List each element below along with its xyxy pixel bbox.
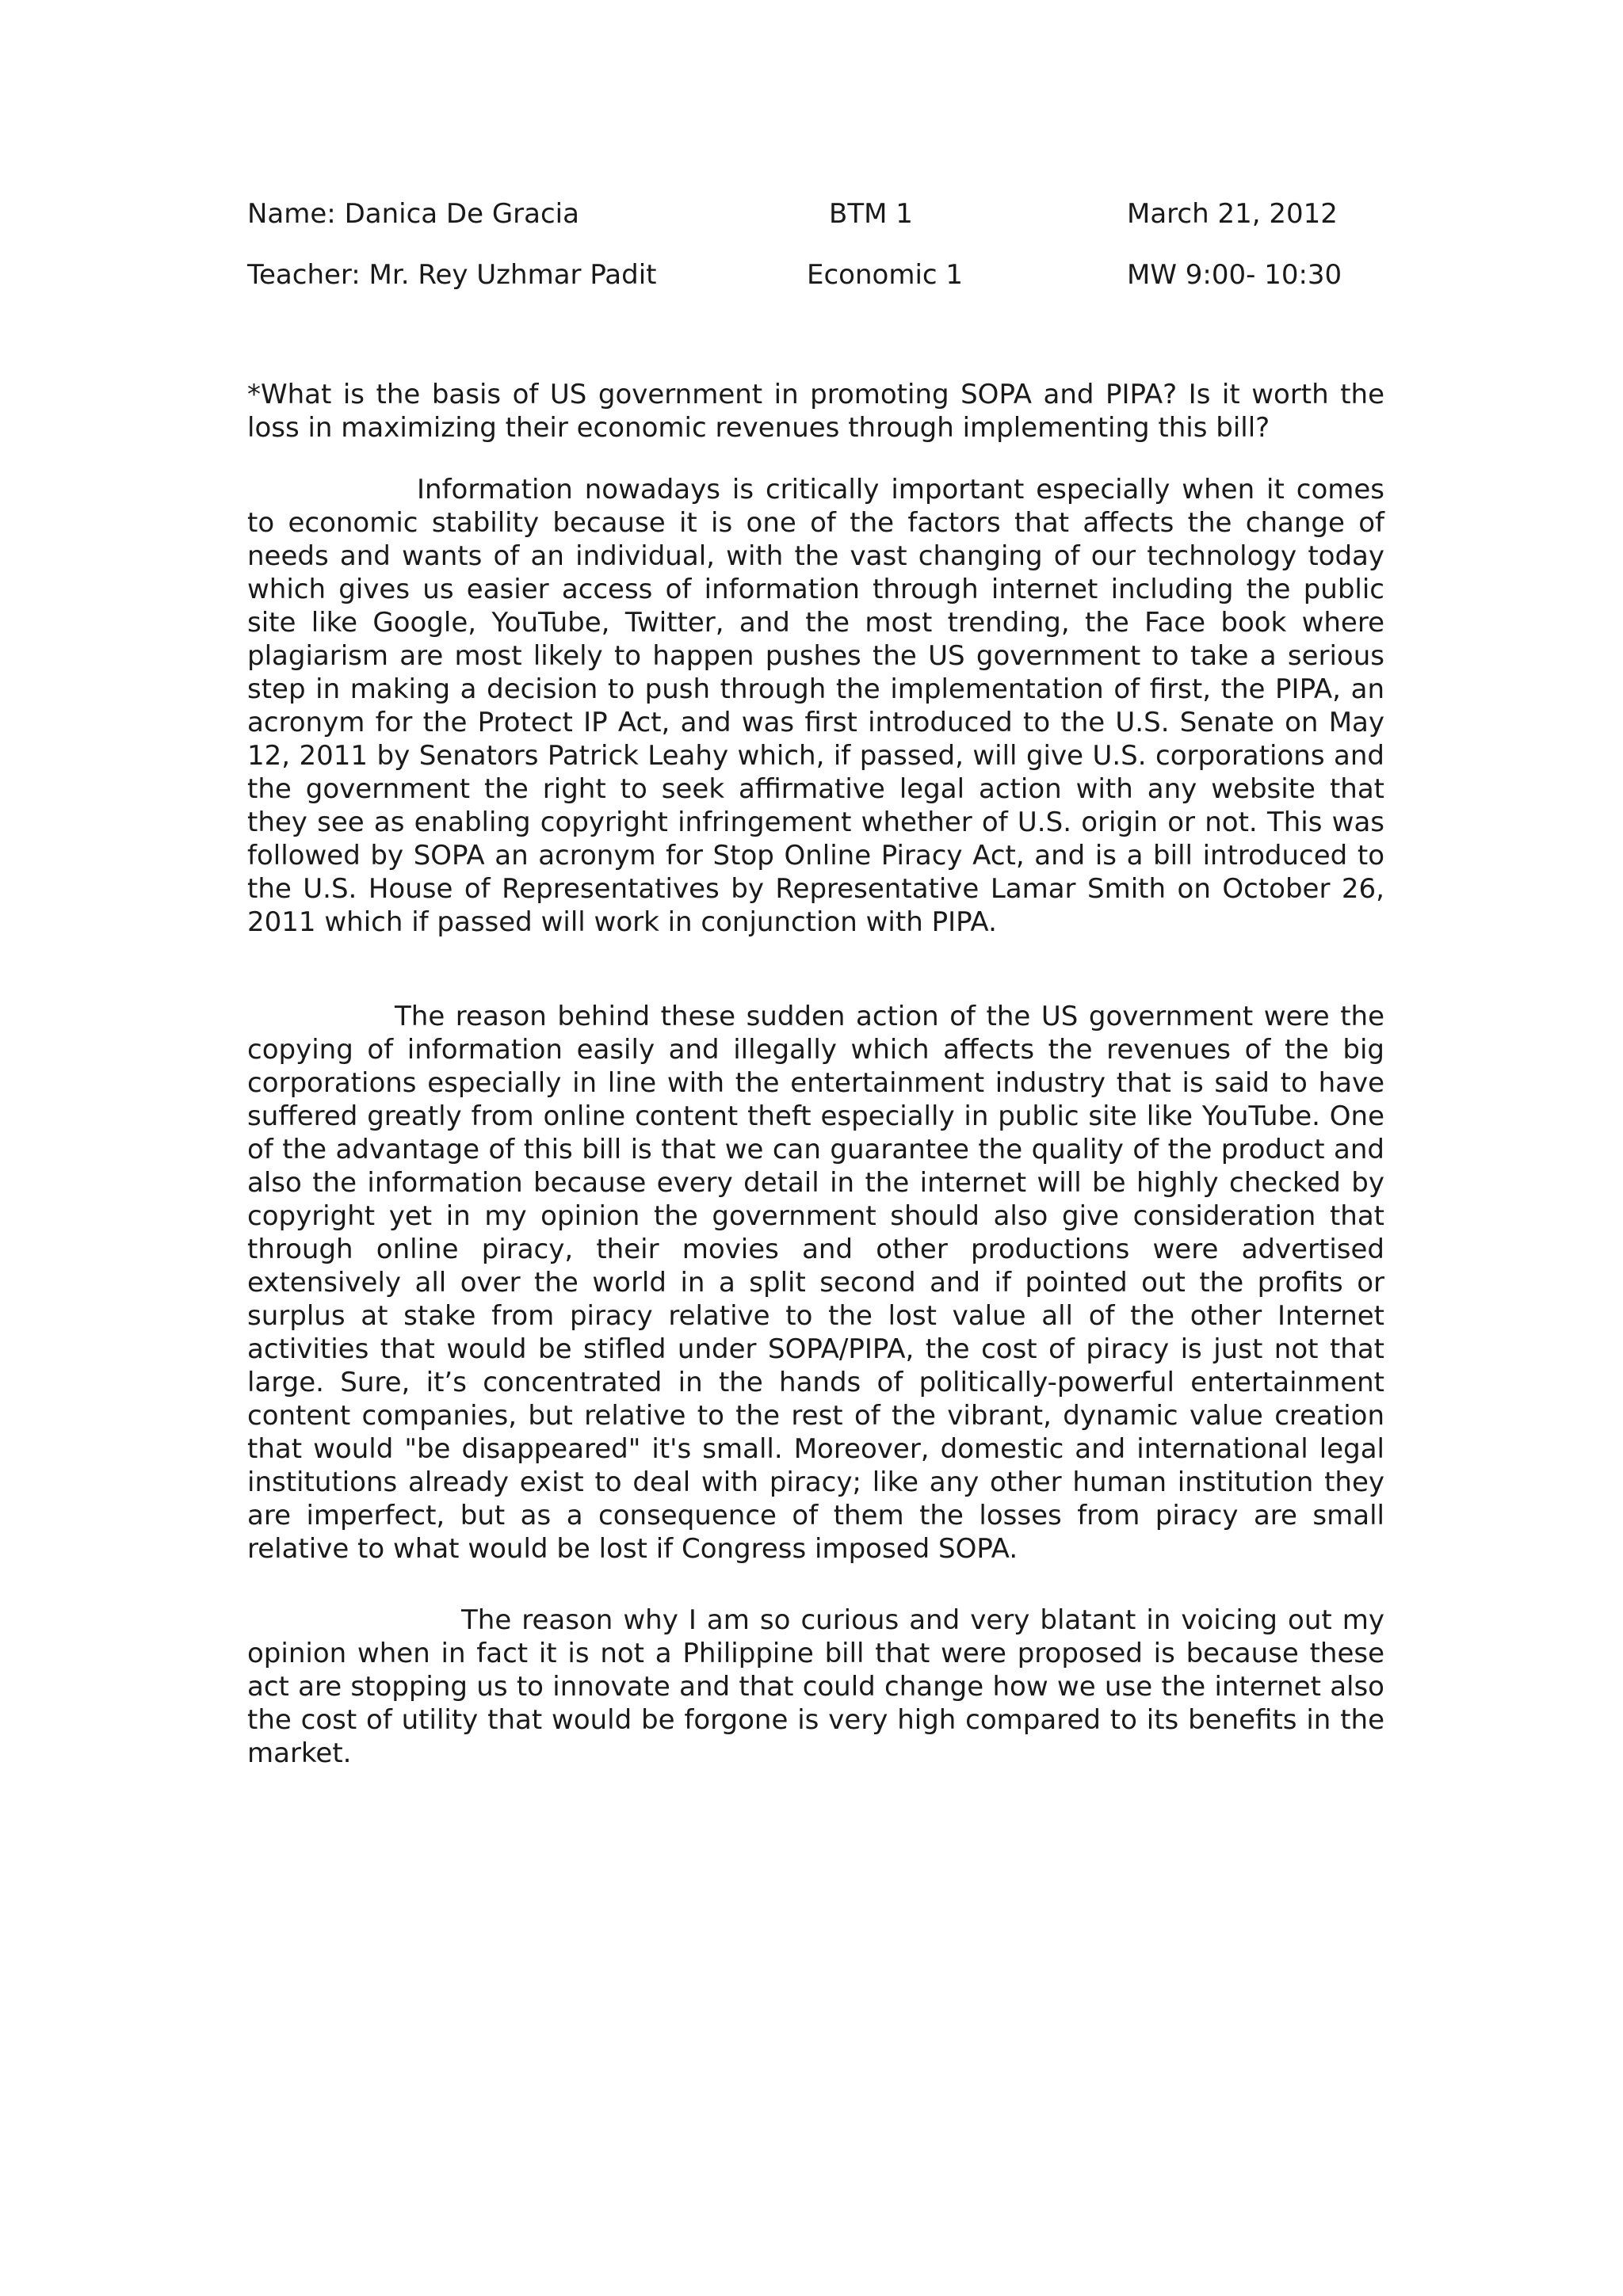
class-schedule: MW 9:00- 10:30 [1127, 259, 1342, 291]
essay-paragraph-1: Information nowadays is critically important especially when it comes to economic stability because it is one of the factors that affects the change of needs and wants of an individual, with the vast changing of our technology today which gives us easier access of information through internet including the public site like Google, YouTube, Twitter, and the most trending, the Face book where plagiarism are most likely to happen pushes the US government to take a serious step in making a decision to push through the implementation of first, the PIPA, an acronym for the Protect IP Act, and was first introduced to the U.S. Senate on May 12, 2011 by Senators Patrick Leahy which, if passed, will give U.S. corporations and the government the right to seek affirmative legal action with any website that they see as enabling copyright infringement whether of U.S. origin or not. This was followed by SOPA an acronym for Stop Online Piracy Act, and is a bill introduced to the U.S. House of Representatives by Representative Lamar Smith on October 26, 2011 which if passed will work in conjunction with PIPA. [247, 474, 1384, 938]
essay-paragraph-3: The reason why I am so curious and very blatant in voicing out my opinion when in fact it is not a Philippine bill that were proposed is because these act are stopping us to innovate and that could change how we use the internet also the cost of utility that would be forgone is very high compared to its benefits in the market. [247, 1604, 1384, 1769]
course-label: BTM 1 [829, 198, 913, 230]
essay-paragraph-2: The reason behind these sudden action of the US government were the copying of information easily and illegally which affects the revenues of the big corporations especially in line with the entertainment industry that is said to have suffered greatly from online content theft especially in public site like YouTube. One of the advantage of this bill is that we can guarantee the quality of the product and also the information because every detail in the internet will be highly checked by copyright yet in my opinion the government should also give consideration that through online piracy, their movies and other productions were advertised extensively all over the world in a split second and if pointed out the profits or surplus at stake from piracy relative to the lost value all of the other Internet activities that would be stifled under SOPA/PIPA, the cost of piracy is just not that large. Sure, it’s concentrated in the hands of politically-powerful entertainment content companies, but relative to the rest of the vibrant, dynamic value creation that would "be disappeared" it's small. Moreover, domestic and international legal institutions already exist to deal with piracy; like any other human institution they are imperfect, but as a consequence of them the losses from piracy are small relative to what would be lost if Congress imposed SOPA. [247, 1001, 1384, 1565]
subject-label: Economic 1 [807, 259, 964, 291]
student-name: Name: Danica De Gracia [247, 198, 579, 230]
teacher-name: Teacher: Mr. Rey Uzhmar Padit [247, 259, 657, 291]
essay-question: *What is the basis of US government in promoting SOPA and PIPA? Is it worth the loss in maximizing their economic revenues through implementing this bill? [247, 379, 1384, 444]
document-date: March 21, 2012 [1127, 198, 1338, 230]
